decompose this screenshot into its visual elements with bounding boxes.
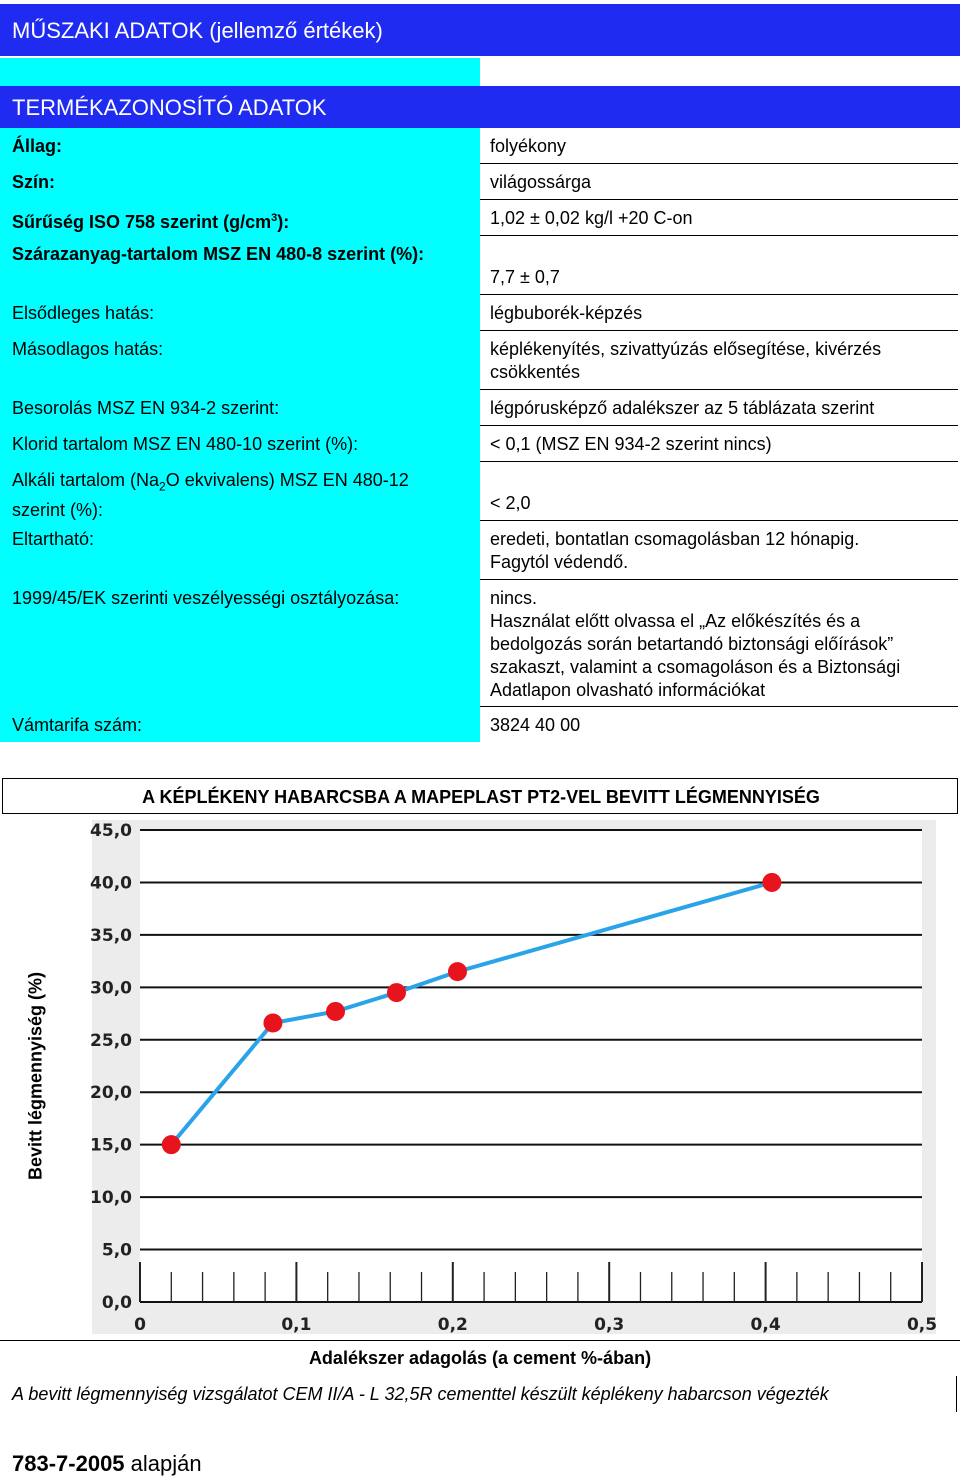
y-tick-label: 35,0 xyxy=(90,925,132,946)
row-label: Klorid tartalom MSZ EN 480-10 szerint (%): xyxy=(12,434,359,454)
y-tick-label: 5,0 xyxy=(101,1240,132,1261)
y-tick-label: 10,0 xyxy=(90,1188,132,1209)
x-tick-label: 0,1 xyxy=(281,1315,312,1335)
x-tick-label: 0,3 xyxy=(594,1315,625,1335)
y-tick-label: 15,0 xyxy=(90,1135,132,1156)
row-value: 7,7 ± 0,7 xyxy=(490,267,560,287)
chart-bottom-divider xyxy=(0,1340,960,1341)
y-tick-label: 45,0 xyxy=(90,821,132,841)
row-value: képlékenyítés, szivattyúzás elősegítése, kivérzés csökkentés xyxy=(490,339,882,382)
row-label: Elsődleges hatás: xyxy=(12,303,155,323)
data-point xyxy=(387,983,406,1002)
note-border xyxy=(956,1376,957,1412)
chart-title: A KÉPLÉKENY HABARCSBA A MAPEPLAST PT2-VEL BEVITT LÉGMENNYISÉG xyxy=(142,787,820,807)
data-point xyxy=(448,962,467,981)
x-tick-label: 0 xyxy=(134,1315,146,1335)
row-value: 3824 40 00 xyxy=(490,715,581,735)
row-value: folyékony xyxy=(490,136,567,156)
footer-reference: 783-7-2005 alapján xyxy=(12,1451,202,1476)
data-point xyxy=(326,1002,345,1021)
section-title: TERMÉKAZONOSÍTÓ ADATOK xyxy=(0,86,960,128)
row-value: < 2,0 xyxy=(490,493,531,513)
page-header: MŰSZAKI ADATOK (jellemző értékek) xyxy=(0,4,960,56)
y-tick-label: 40,0 xyxy=(90,873,132,894)
test-note: A bevitt légmennyiség vizsgálatot CEM II/A - L 32,5R cementtel készült képlékeny habarcson végezték xyxy=(12,1384,829,1404)
y-tick-label: 25,0 xyxy=(90,1030,132,1051)
row-label: Sűrűség ISO 758 szerint $(g/cm^3)$: xyxy=(12,212,290,232)
row-value: eredeti, bontatlan csomagolásban 12 hónapig. Fagytól védendő. xyxy=(490,529,860,572)
y-tick-label: 30,0 xyxy=(90,978,132,999)
row-value-status: nincs. xyxy=(490,588,538,608)
row-value: légbuborék-képzés xyxy=(490,303,643,323)
row-value: légpórusképző adalékszer az 5 táblázata szerint xyxy=(490,398,875,418)
row-label: 1999/45/EK szerinti veszélyességi osztályozása: xyxy=(12,588,400,608)
row-value: világossárga xyxy=(490,172,592,192)
row-label: Állag: xyxy=(12,136,63,156)
row-label: Szín: xyxy=(12,172,55,192)
y-tick-label: 0,0 xyxy=(101,1293,132,1313)
row-label: Eltartható: xyxy=(12,529,95,549)
data-point xyxy=(263,1013,282,1032)
data-point xyxy=(762,873,781,892)
row-label: Besorolás MSZ EN 934-2 szerint: xyxy=(12,398,280,418)
chart-y-axis-label: Bevitt légmennyiség (%) xyxy=(25,971,46,1181)
x-tick-label: 0,5 xyxy=(906,1315,938,1335)
row-label: Szárazanyag-tartalom MSZ EN 480-8 szerint (%): xyxy=(12,244,425,264)
row-label: Vámtarifa szám: xyxy=(12,715,143,735)
row-value-note: Használat előtt olvassa el „Az előkészítés és a bedolgozás során betartandó biztonsági előírások” szakaszt, valamint a csomagoláson és a Biztonsági Adatlapon olvasható információkat xyxy=(490,611,901,700)
chart-x-axis-label: Adalékszer adagolás (a cement %-ában) xyxy=(308,1348,652,1368)
x-tick-label: 0,4 xyxy=(750,1315,781,1335)
plot-area xyxy=(140,830,922,1302)
data-point xyxy=(162,1135,181,1154)
y-tick-label: 20,0 xyxy=(90,1083,132,1104)
row-value: < 0,1 (MSZ EN 934-2 szerint nincs) xyxy=(490,434,772,454)
row-label: Alkáli tartalom ($Na_2O$ ekvivalens) MSZ EN 480-12 szerint (%): xyxy=(12,470,409,520)
row-label: Másodlagos hatás: xyxy=(12,339,164,359)
row-value: 1,02 ± 0,02 kg/l +20 C-on xyxy=(490,208,693,228)
x-tick-label: 0,2 xyxy=(437,1315,468,1335)
